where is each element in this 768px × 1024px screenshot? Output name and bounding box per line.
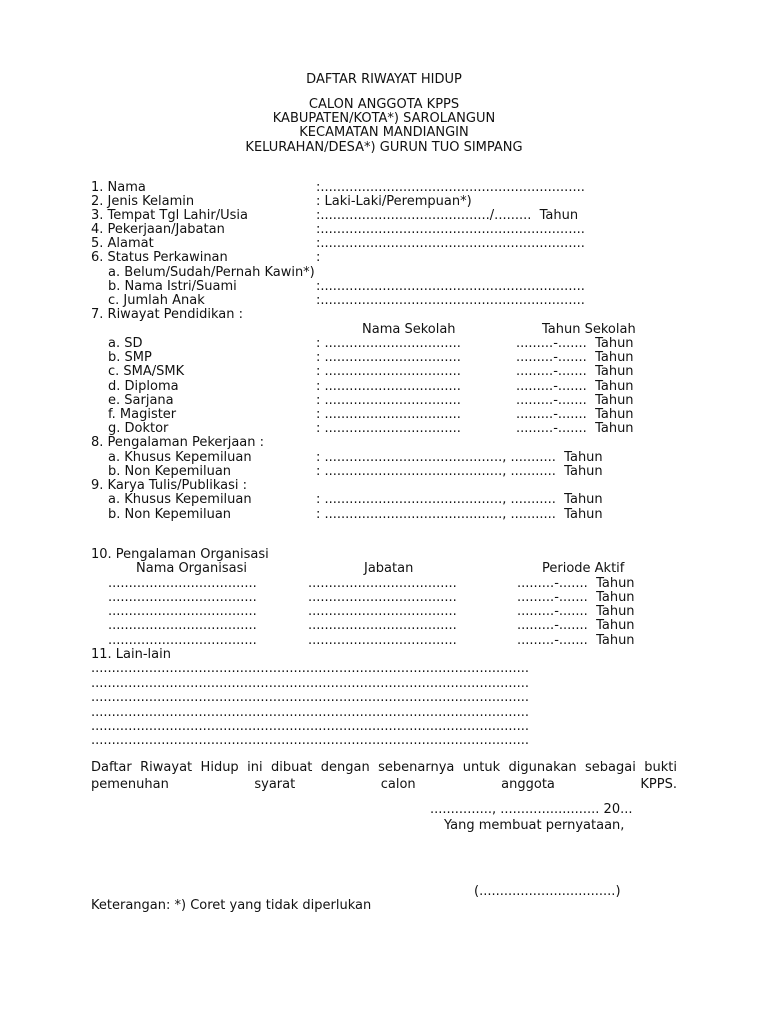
writing-row-value: : ..........................................., ........... Tahun (316, 507, 603, 522)
education-row-year: .........-....... Tahun (516, 393, 634, 408)
organization-row-name: .................................... (108, 633, 257, 648)
education-row-label: a. SD (108, 336, 143, 351)
education-col-year: Tahun Sekolah (542, 322, 636, 337)
field-label-alamat: 5. Alamat (91, 236, 154, 251)
organization-row-name: .................................... (108, 590, 257, 605)
education-col-school: Nama Sekolah (362, 322, 456, 337)
field-label-status: 6. Status Perkawinan (91, 250, 228, 265)
organization-heading: 10. Pengalaman Organisasi (91, 547, 269, 562)
education-row-school: : ................................. (316, 393, 461, 408)
work-row-label: b. Non Kepemiluan (108, 464, 232, 479)
field-value-alamat: :................................................................ (316, 236, 585, 251)
education-row-year: .........-....... Tahun (516, 364, 634, 379)
work-row-value: : ..........................................., ........... Tahun (316, 464, 603, 479)
signature-place-date: ..............., ........................ 20... (430, 802, 633, 817)
organization-col-position: Jabatan (364, 561, 414, 576)
organization-row-position: .................................... (308, 590, 457, 605)
organization-row-position: .................................... (308, 604, 457, 619)
education-row-label: c. SMA/SMK (108, 364, 185, 379)
other-heading: 11. Lain-lain (91, 647, 171, 662)
work-row-label: a. Khusus Kepemiluan (108, 450, 252, 465)
organization-row-period: .........-....... Tahun (517, 576, 635, 591)
education-row-label: e. Sarjana (108, 393, 174, 408)
organization-row-position: .................................... (308, 576, 457, 591)
status-sub-label-anak: c. Jumlah Anak (108, 293, 205, 308)
education-row-label: b. SMP (108, 350, 152, 365)
education-row-year: .........-....... Tahun (516, 350, 634, 365)
education-row-school: : ................................. (316, 350, 461, 365)
other-line: .......................................................................................................... (91, 705, 530, 720)
education-row-year: .........-....... Tahun (516, 379, 634, 394)
other-line: .......................................................................................................... (91, 661, 530, 676)
field-value-nama: :................................................................ (316, 180, 585, 195)
education-row-school: : ................................. (316, 421, 461, 436)
organization-row-name: .................................... (108, 618, 257, 633)
education-heading: 7. Riwayat Pendidikan : (91, 307, 244, 322)
writing-heading: 9. Karya Tulis/Publikasi : (91, 478, 248, 493)
work-heading: 8. Pengalaman Pekerjaan : (91, 435, 265, 450)
education-row-school: : ................................. (316, 336, 461, 351)
writing-row-value: : ..........................................., ........... Tahun (316, 492, 603, 507)
signature-maker: Yang membuat pernyataan, (444, 818, 625, 833)
header-line-4: KELURAHAN/DESA*) GURUN TUO SIMPANG (245, 140, 523, 155)
field-label-ttl: 3. Tempat Tgl Lahir/Usia (91, 208, 248, 223)
organization-row-period: .........-....... Tahun (517, 618, 635, 633)
status-sub-kawin: a. Belum/Sudah/Pernah Kawin*) (108, 265, 315, 280)
education-row-school: : ................................. (316, 379, 461, 394)
education-row-school: : ................................. (316, 407, 461, 422)
organization-row-period: .........-....... Tahun (517, 604, 635, 619)
organization-row-position: .................................... (308, 633, 457, 648)
education-row-year: .........-....... Tahun (516, 336, 634, 351)
organization-row-position: .................................... (308, 618, 457, 633)
organization-row-period: .........-....... Tahun (517, 633, 635, 648)
organization-col-period: Periode Aktif (542, 561, 625, 576)
education-row-school: : ................................. (316, 364, 461, 379)
statement-paragraph: Daftar Riwayat Hidup ini dibuat dengan sebenarnya untuk digunakan sebagai bukti pemenuhan syarat calon anggota KPPS. (91, 760, 677, 792)
status-sub-value-istri: :................................................................ (316, 279, 585, 294)
header-line-3: KECAMATAN MANDIANGIN (299, 125, 469, 140)
field-value-ttl: :........................................./......... Tahun (316, 208, 579, 223)
education-row-label: d. Diploma (108, 379, 179, 394)
field-label-pekerjaan: 4. Pekerjaan/Jabatan (91, 222, 225, 237)
field-value-pekerjaan: :................................................................ (316, 222, 585, 237)
header-line-2: KABUPATEN/KOTA*) SAROLANGUN (272, 111, 496, 126)
other-line: .......................................................................................................... (91, 690, 530, 705)
education-row-label: g. Doktor (108, 421, 169, 436)
writing-row-label: a. Khusus Kepemiluan (108, 492, 252, 507)
field-label-jenis-kelamin: 2. Jenis Kelamin (91, 194, 195, 209)
status-sub-label-istri: b. Nama Istri/Suami (108, 279, 237, 294)
other-line: .......................................................................................................... (91, 733, 530, 748)
organization-col-name: Nama Organisasi (136, 561, 247, 576)
education-row-label: f. Magister (108, 407, 177, 422)
signature-name-line: (.................................) (474, 884, 621, 899)
organization-row-name: .................................... (108, 604, 257, 619)
header-line-1: CALON ANGGOTA KPPS (308, 97, 460, 112)
document-title: DAFTAR RIWAYAT HIDUP (306, 72, 462, 87)
footnote: Keterangan: *) Coret yang tidak diperlukan (91, 898, 372, 913)
field-label-nama: 1. Nama (91, 180, 146, 195)
education-row-year: .........-....... Tahun (516, 421, 634, 436)
other-line: .......................................................................................................... (91, 719, 530, 734)
other-line: .......................................................................................................... (91, 676, 530, 691)
organization-row-name: .................................... (108, 576, 257, 591)
organization-row-period: .........-....... Tahun (517, 590, 635, 605)
field-value-jenis-kelamin: : Laki-Laki/Perempuan*) (316, 194, 472, 209)
status-sub-value-anak: :................................................................ (316, 293, 585, 308)
field-value-status: : (316, 250, 321, 265)
writing-row-label: b. Non Kepemiluan (108, 507, 232, 522)
education-row-year: .........-....... Tahun (516, 407, 634, 422)
work-row-value: : ..........................................., ........... Tahun (316, 450, 603, 465)
